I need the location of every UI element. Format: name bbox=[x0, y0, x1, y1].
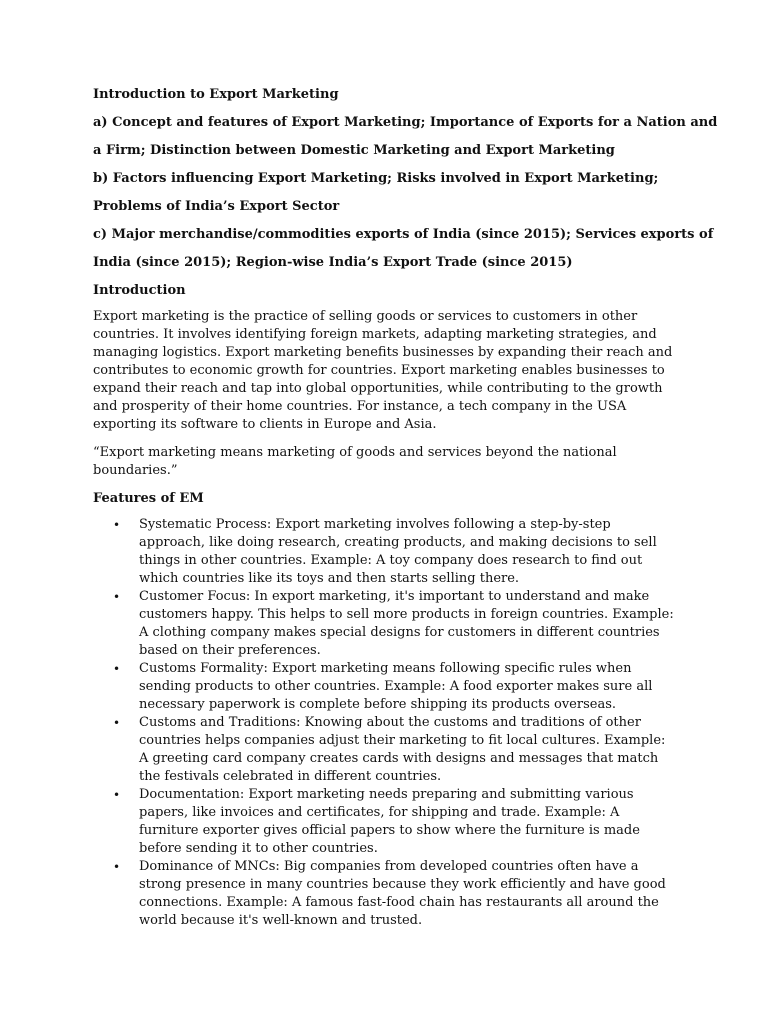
introduction-paragraph: Export marketing is the practice of selling goods or services to customers in other countries. It involves identifying foreign markets, adapting marketing strategies, and managing logistics. Export marketing benefits businesses by expanding their reach and contributes to economic growth for countries. Export marketing enables businesses to expand their reach and tap into global opportunities, while contributing to the growth and prosperity of their home countries. For instance, a tech company in the USA exporting its software to clients in Europe and Asia. bbox=[93, 309, 673, 432]
bullet-icon: • bbox=[113, 860, 121, 874]
feature-text: Systematic Process: Export marketing involves following a step-by-step approach, like doing research, creating products, and making decisions to sell things in other countries. Example: A toy company does research to find out which countries like its toys and then starts selling there. bbox=[139, 517, 657, 586]
bullet-icon: • bbox=[113, 716, 121, 730]
list-item bbox=[93, 714, 675, 786]
feature-text: Documentation: Export marketing needs preparing and submitting various papers, like invoices and certificates, for shipping and trade. Example: A furniture exporter gives official papers to show where the furniture is made before sending it to other countries. bbox=[139, 787, 640, 856]
bullet-icon: • bbox=[113, 662, 121, 676]
section-b-line-2: Problems of India’s Export Sector bbox=[93, 199, 340, 214]
section-b-line-1: b) Factors influencing Export Marketing; Risks involved in Export Marketing; bbox=[93, 171, 659, 186]
introduction-heading: Introduction bbox=[93, 283, 186, 298]
list-item bbox=[93, 858, 675, 930]
section-a-line-2: a Firm; Distinction between Domestic Marketing and Export Marketing bbox=[93, 143, 615, 158]
features-heading: Features of EM bbox=[93, 491, 204, 506]
list-item bbox=[93, 588, 675, 660]
list-item bbox=[93, 786, 675, 858]
feature-text: Customs Formality: Export marketing means following specific rules when sending products to other countries. Example: A food exporter makes sure all necessary paperwork is complete before shipping its products overseas. bbox=[139, 661, 653, 712]
features-list bbox=[93, 516, 675, 930]
section-c-line-1: c) Major merchandise/commodities exports of India (since 2015); Services exports of bbox=[93, 227, 714, 242]
definition-quote: “Export marketing means marketing of goods and services beyond the national boundaries.” bbox=[93, 445, 617, 478]
feature-text: Dominance of MNCs: Big companies from developed countries often have a strong presence in many countries because they work efficiently and have good connections. Example: A famous fast-food chain has restaurants all around the world because it's well-known and trusted. bbox=[139, 859, 666, 928]
feature-text: Customs and Traditions: Knowing about the customs and traditions of other countries helps companies adjust their marketing to fit local cultures. Example: A greeting card company creates cards with designs and messages that match the festivals celebrated in different countries. bbox=[139, 715, 666, 784]
bullet-icon: • bbox=[113, 788, 121, 802]
section-c-line-2: India (since 2015); Region-wise India’s Export Trade (since 2015) bbox=[93, 255, 573, 270]
section-a-heading bbox=[93, 109, 718, 165]
list-item bbox=[93, 660, 675, 714]
bullet-icon: • bbox=[113, 518, 121, 532]
bullet-icon: • bbox=[113, 590, 121, 604]
section-a-line-1: a) Concept and features of Export Marketing; Importance of Exports for a Nation and bbox=[93, 115, 718, 130]
section-b-heading bbox=[93, 165, 675, 221]
list-item bbox=[93, 516, 675, 588]
document-page bbox=[93, 86, 718, 930]
feature-text: Customer Focus: In export marketing, it's important to understand and make customers happy. This helps to sell more products in foreign countries. Example: A clothing company makes special designs for customers in different countries based on their preferences. bbox=[139, 589, 674, 658]
section-c-heading bbox=[93, 221, 714, 277]
document-title: Introduction to Export Marketing bbox=[93, 87, 339, 102]
